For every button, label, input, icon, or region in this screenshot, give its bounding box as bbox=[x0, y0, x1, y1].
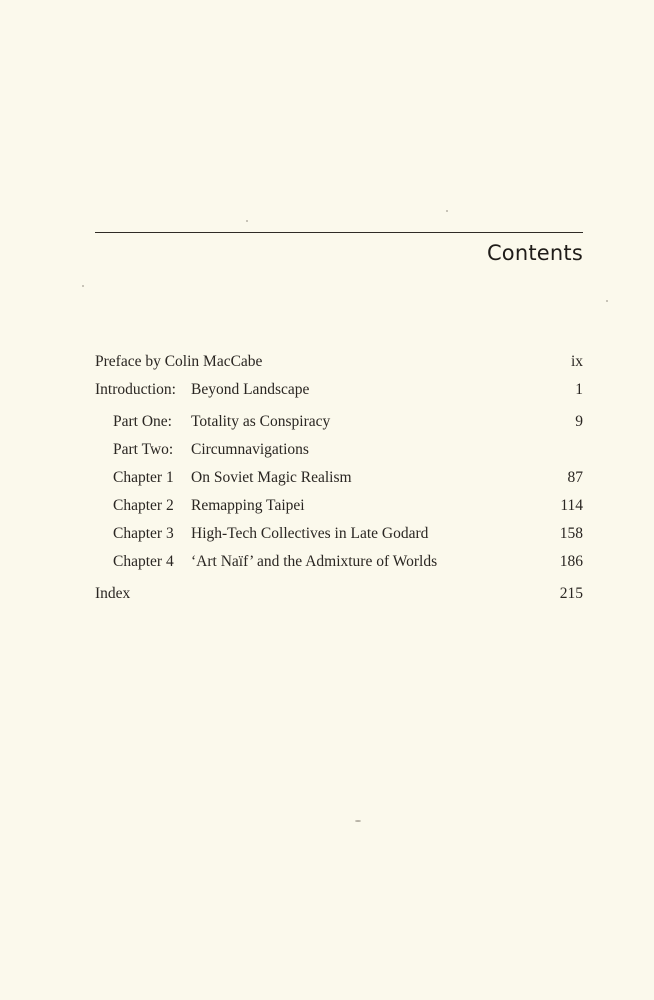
toc-entry-label: Part Two: bbox=[113, 441, 174, 458]
toc-entry-page: 215 bbox=[559, 585, 583, 602]
toc-entry-page: 158 bbox=[559, 525, 583, 542]
toc-entry-page: ix bbox=[570, 353, 583, 370]
toc-entry-chapter-3 bbox=[113, 522, 583, 546]
toc-entry-title: Remapping Taipei bbox=[191, 497, 305, 514]
toc-entry-page: 9 bbox=[575, 413, 583, 430]
toc-entry-label: Introduction: bbox=[95, 381, 176, 398]
paper-speck bbox=[82, 285, 84, 287]
paper-speck bbox=[246, 220, 248, 222]
toc-entry-page: 1 bbox=[575, 381, 583, 398]
toc-entry-title: High-Tech Collectives in Late Godard bbox=[191, 525, 429, 542]
toc-entry-index bbox=[95, 582, 583, 606]
toc-entry-title: Totality as Conspiracy bbox=[191, 413, 331, 430]
paper-speck bbox=[606, 300, 608, 302]
toc-entry-chapter-1 bbox=[113, 466, 583, 490]
paper-speck bbox=[355, 820, 361, 822]
toc-entry-part-two bbox=[113, 438, 583, 462]
toc-entry-label: Index bbox=[95, 585, 131, 602]
page-title: Contents bbox=[486, 241, 583, 265]
toc-entry-label: Chapter 2 bbox=[113, 497, 174, 514]
toc-entry-title: Circumnavigations bbox=[191, 441, 309, 458]
paper-speck bbox=[446, 210, 448, 212]
toc-entry-chapter-2 bbox=[113, 494, 583, 518]
toc-entry-introduction bbox=[95, 378, 583, 402]
toc-entry-title: On Soviet Magic Realism bbox=[191, 469, 352, 486]
toc-entry-label: Chapter 4 bbox=[113, 553, 174, 570]
toc-entry-page: 114 bbox=[560, 497, 583, 514]
toc-entry-page: 186 bbox=[559, 553, 583, 570]
toc-entry-title: ‘Art Naïf’ and the Admixture of Worlds bbox=[191, 553, 438, 570]
toc-entry-preface bbox=[95, 350, 583, 374]
toc-entry-chapter-4 bbox=[113, 550, 583, 574]
toc-entry-part-one bbox=[113, 410, 583, 434]
toc-entry-label: Part One: bbox=[113, 413, 172, 430]
toc-entry-label: Chapter 1 bbox=[113, 469, 174, 486]
toc-entry-label: Chapter 3 bbox=[113, 525, 174, 542]
toc-entry-label: Preface by Colin MacCabe bbox=[95, 353, 263, 370]
toc-entry-title: Beyond Landscape bbox=[191, 381, 310, 398]
toc-entry-page: 87 bbox=[567, 469, 583, 486]
